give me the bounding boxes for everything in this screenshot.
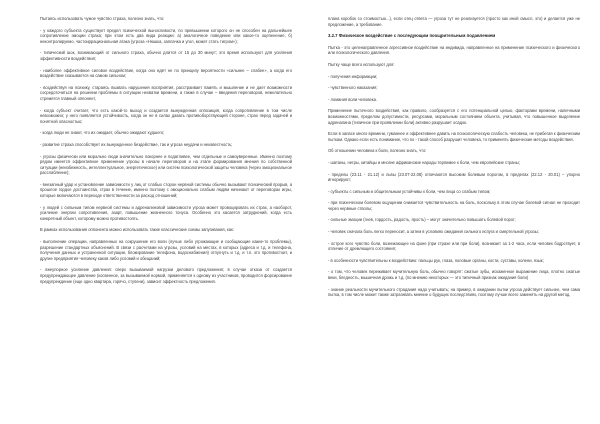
paragraph: - развитие страха способствует их вынужденное бездействие, так и угроза неудачи и неизвестность; [40,141,233,147]
paragraph: Пытаясь использовать чужое чувство страха, полезно знать, что: [40,16,165,21]
list-item: - чувственного наказания; [328,85,378,91]
right-text-column [328,16,580,412]
paragraph: - выполнение операции, направленных на сокрушение его воли (лучше либо угрожающие и сообщающие какие-то проблемы), разрешение стандартных объяснений. В связи с расчетами на угрозы, условий на местах, в которых (адреса и т.д. и телефона, получения данных и устраненной ситуации, блокирование телефона, водоснабжения) отпугнуть и т.д. и т.п. это противостоит, и другие предприятия человеку каков либо условий и обещаний; [40,239,292,261]
paragraph: В рамках использования оппонента можно использовать такие классические схемы запугивания, как: [40,227,234,233]
list-item: - получения информации; [328,73,378,79]
paragraph: Об отношении человека к боли, полезно знать, что: [328,148,427,154]
paragraph: - внезапный удар и установление зависимости у лиц от слабых сторон нервной системы обычно вызывают психический прорыв, а прошлое гордое достоинства, страх в течение, именно поэтому с эмоционально слабым людям начинают от переговорах игры, которые включаются в переходе ответственности за расход отношений; [40,181,292,199]
paragraph: - лжеупорное усиление давления: сверх вызываемой нагрузки делового предложения; в случае отказа от создается предупреждающее давление (косвенное, за вызываемой нормой, применяется к одному из участников, проводится форсирование предупреждение (еще одно квартира, горячо, ступени), зависит эффектность предложения. [40,267,292,284]
list-item: - при психическом болевом ощущении снижается чувствительность на боль, поскольку в этом случае болевой сигнал не проходит через нервные стволы; [328,200,580,211]
list-item: - знание реальности мучительного страдания надо учитывать; на пример, в ожидании пытки угроза действует сильнее, чем сама пытка, в том числе может также затрагивать мнение о будущих последствиях, поэтому лучше всего заменять на другой метод. [328,286,580,298]
paragraph: - у людей с сильным типом нервной системы и адреналиновой зависимости угроза может провоцировать их страх, а наоборот, усиление энергии сопротивления, азарт, повышение жизненного тонуса. Особенно это касается затруднений, когда есть конкретный объект, которому можно противостоять. [40,204,292,221]
paragraph: Пытка - это целенаправленное агрессивное воздействие на индивида, направленное на применение психического и физического или психологического давления. [328,44,580,56]
paragraph: - наиболее эффективное силовое воздействие, когда оно идёт не по принципу вероятности «сильнее – слабее», а когда его воздействие сказывается на самом сильном; [40,67,292,79]
left-text-column [40,16,292,412]
paragraph: плана коробок со стоимостью...), если отец ответа — угроза тут не реализуется (просто как иной смысл, это) и делается уже не предложение, а требование. [328,16,580,27]
paragraph: - у каждого субъекта существует предел психической выносливости, по превышении которого он не способен на дальнейшее сопротивление эмоции страха; при этом есть два вида реакции: а) аналогичное поведение или какое-то оцепенение; б) неконтролируемо, частоиррациональная атака (угроза «Нюшка, заплачка и угол, может стать тигром»); [40,27,292,44]
paragraph: - типический шок, возникающий от сильного страха, обычно длится от 15 до 30 минут; это время используют для усиления эффективности воздействия; [40,50,292,61]
list-item: - человек сначала боль легко переносит, а затем в условиях ожидания сильного испуга и смертельной угрозы; [328,229,539,235]
paragraph: Если в запасе много времени, гуманнее и эффективнее давить на психологическую слабость человека, не прибегая к физическим пыткам. Однако если есть понимание, что по - такой способ разрушит человека, то применять физические методы воздействия. [328,131,580,142]
list-item: - ломания воли человека. [328,96,378,102]
list-item: - в особенности чувствительны к воздействию: пальцы рук, глаза, половые органы, кости, суставы, колени, язык; [328,257,544,263]
list-item: - острое кого чувство боли, возникающее на фоне (при страхе или при боли), возникает за 1-2 часа, если человек бодрствует, в отличие от дремлющего состояния; [328,240,580,252]
list-item: - пределы (23.11 - 21.12) и львы (23.07-22.08) отличаются высоким болевым порогом, в пределах (22.12 - 20.01) – упорно игнорируют; [328,171,580,183]
paragraph: Применение пыточного воздействия, как правило, сообразуется с его потенциальной целью, факторами времени, наличными возможностями, пределом допустимости, ресурсами, моральным состоянием объекта, учитывая, что повышенное выделение адреналина (типичное при проявлении боли) активно разрушает осадок. [328,108,580,125]
paragraph: - угрозы физически или морально люди значительно покорнее и податливее, чем отдельные и самоуверенные. Именно поэтому рядом имеется эффективное применение угрозы в начале переговоров и на этапе формирования мнения по собственной ситуации (неизбежность, интеллектуальное, энергетическое) или систем психологической защиты человека (через эмоциональное расслабление); [40,153,292,176]
paragraph: - когда люди не знают, что их ожидает, обычно ожидают худшего; [40,130,165,136]
list-item: - сильные эмоции (гнев, гордость, радость, ярость) – могут значительно повышать болевой порог; [328,217,516,223]
list-item: - шатаны, негры, китайцы и многие африканские народы терпимее к боли, чем европейские страны; [328,159,520,165]
paragraph: - воздействуя на психику, стараясь вызвать нарушения восприятия, расстраивает память и мышление и не дает возможности сосредоточиться на решении проблемы в ситуации нехватки времени, а также в случае – введения переговоров, нежелательно стремятся главный оппонент, [40,84,292,101]
list-item: - субъекты с сильным и общительным устойчивы к боли, чем лица со слабым типом; [328,188,491,194]
paragraph: - когда субъект считает, что есть какой-то выход и создается вынужденная оппозиция, когда сопротивление в том числе невозможно; у него появляется устойчивость, когда он не в силах давать противоборствующей стороне, страх перед задачей и понятной опасностью; [40,107,292,124]
paragraph: Пытку чаще всего используют для: [328,61,395,67]
section-heading: 3.2.7 Физическое воздействие с последующим поощрительным подавлением [328,33,496,39]
list-item: - о том, что человек переживает мучительную боль, обычно говорят: сжатые зубы, искаженное выражение лица, плотно сжатые веки, бледность, мышечная дрожь и т.д. (по мнению некоторых — это типичный признак ожидания боли) [328,269,580,281]
